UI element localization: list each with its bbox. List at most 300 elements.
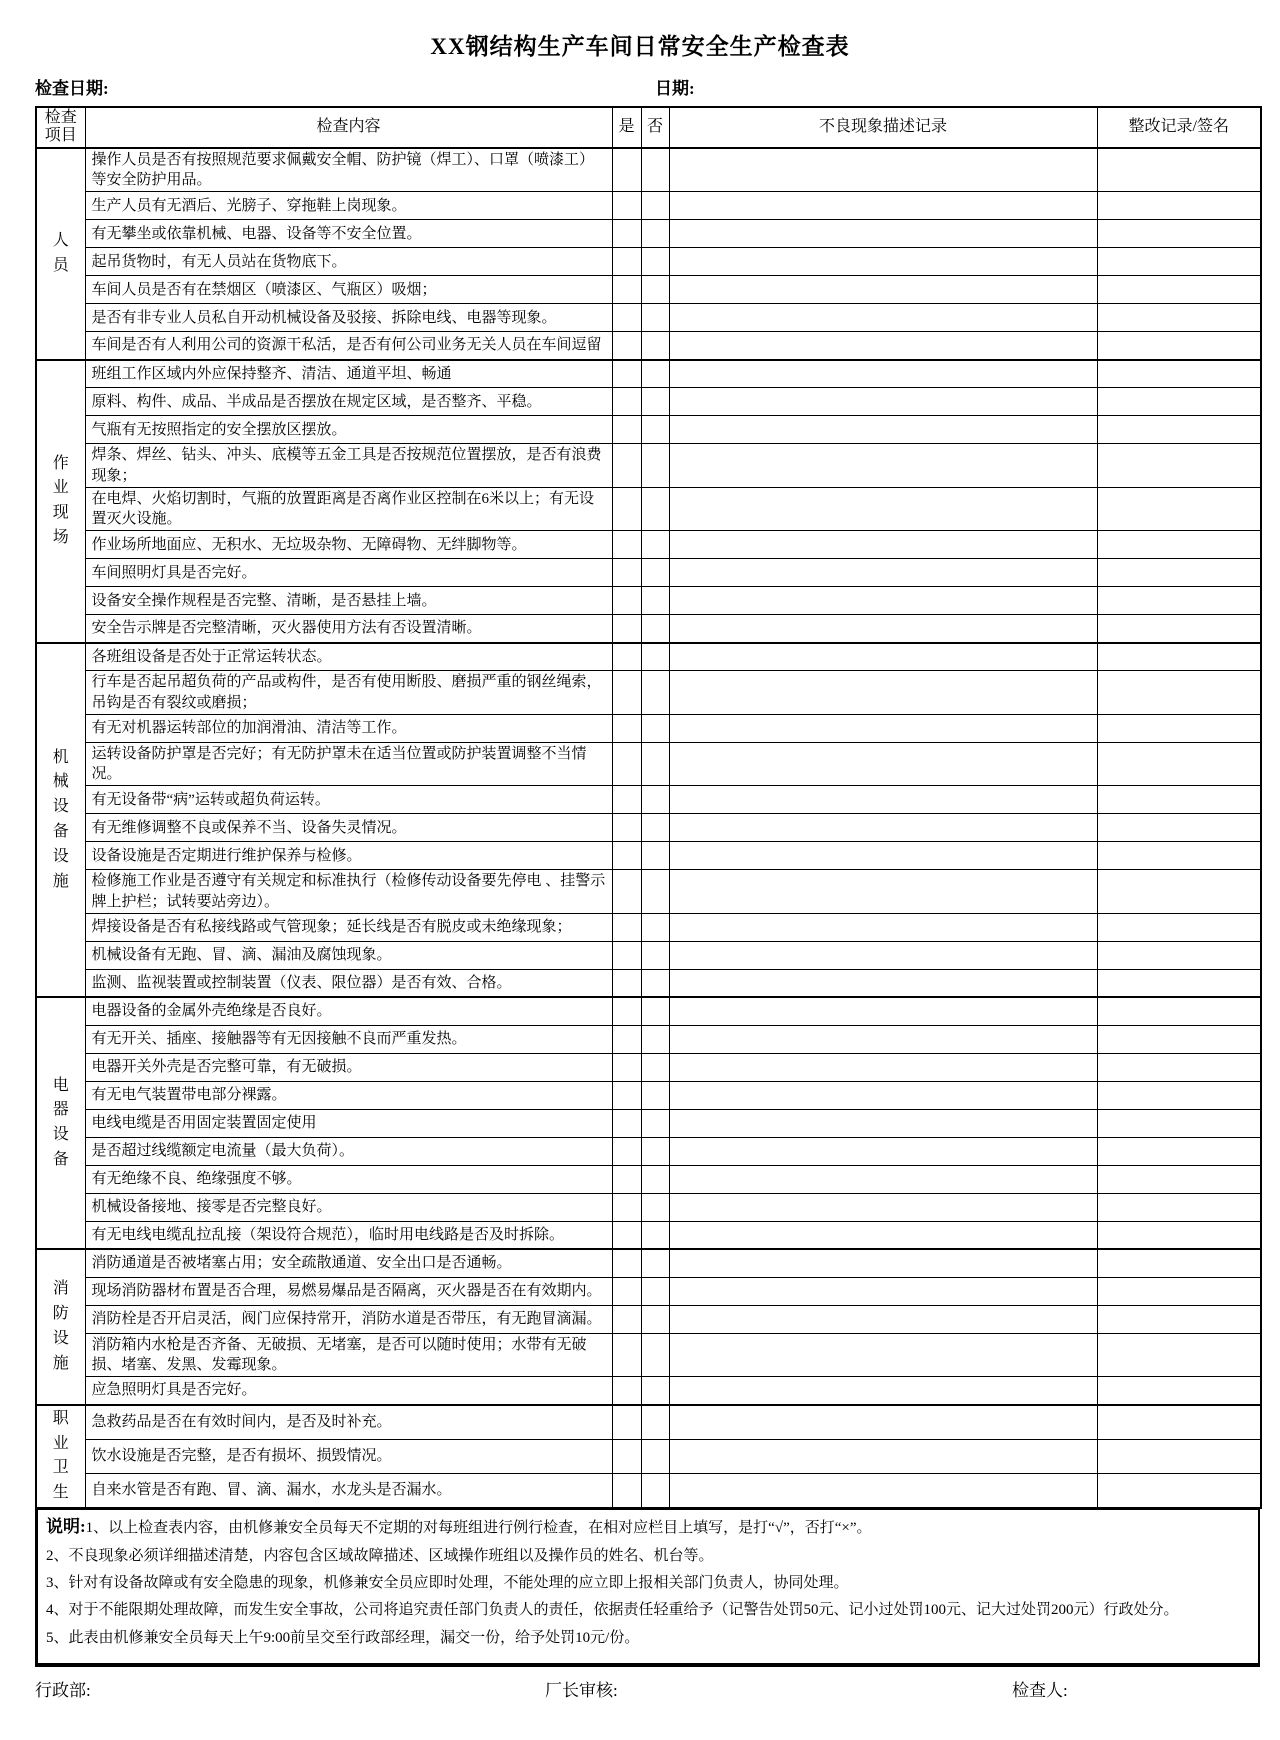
- yes-cell[interactable]: [612, 1221, 641, 1249]
- record-cell[interactable]: [669, 531, 1097, 559]
- inspection-content-cell: 设备设施是否定期进行维护保养与检修。: [85, 842, 612, 870]
- yes-cell[interactable]: [612, 304, 641, 332]
- table-row: [36, 1165, 1261, 1193]
- note-text-1: 1、以上检查表内容，由机修兼安全员每天不定期的对每班组进行例行检查，在相对应栏目上填写，是打“√”，否打“×”。: [85, 1520, 872, 1536]
- yes-cell[interactable]: [612, 559, 641, 587]
- record-cell[interactable]: [669, 814, 1097, 842]
- record-cell[interactable]: [669, 148, 1097, 192]
- footer-row: [0, 1676, 1280, 1700]
- yes-cell[interactable]: [612, 913, 641, 941]
- yes-cell[interactable]: [612, 615, 641, 643]
- record-cell[interactable]: [669, 1109, 1097, 1137]
- no-cell[interactable]: [641, 1305, 669, 1333]
- table-row: [36, 248, 1261, 276]
- record-cell[interactable]: [669, 388, 1097, 416]
- yes-cell[interactable]: [612, 1439, 641, 1473]
- sign-cell[interactable]: [1097, 531, 1261, 559]
- sign-cell[interactable]: [1097, 997, 1261, 1025]
- sign-cell[interactable]: [1097, 220, 1261, 248]
- inspection-content-cell: 安全告示牌是否完整清晰，灭火器使用方法有否设置清晰。: [85, 615, 612, 643]
- category-label: 消 防 设 施: [52, 1280, 69, 1372]
- header-sign: 整改记录/签名: [1097, 107, 1261, 148]
- yes-cell[interactable]: [612, 1109, 641, 1137]
- category-label: 职 业 卫 生: [52, 1409, 69, 1502]
- header-no: 否: [641, 107, 669, 148]
- sign-cell[interactable]: [1097, 360, 1261, 388]
- table-row: [36, 416, 1261, 444]
- record-cell[interactable]: [669, 615, 1097, 643]
- inspection-content-cell: 饮水设施是否完整，是否有损坏、损毁情况。: [85, 1439, 612, 1473]
- table-row: [36, 1474, 1261, 1508]
- record-cell[interactable]: [669, 1053, 1097, 1081]
- inspection-content-cell: 机械设备有无跑、冒、滴、漏油及腐蚀现象。: [85, 941, 612, 969]
- inspection-content-cell: 机械设备接地、接零是否完整良好。: [85, 1193, 612, 1221]
- no-cell[interactable]: [641, 714, 669, 742]
- record-cell[interactable]: [669, 559, 1097, 587]
- inspection-content-cell: 电器开关外壳是否完整可靠，有无破损。: [85, 1053, 612, 1081]
- no-cell[interactable]: [641, 148, 669, 192]
- no-cell[interactable]: [641, 276, 669, 304]
- inspection-content-cell: 电线电缆是否用固定装置固定使用: [85, 1109, 612, 1137]
- record-cell[interactable]: [669, 587, 1097, 615]
- note-line-5: 5、此表由机修兼安全员每天上午9:00前呈交至行政部经理，漏交一份，给予处罚10元/份。: [46, 1629, 640, 1646]
- yes-cell[interactable]: [612, 248, 641, 276]
- no-cell[interactable]: [641, 531, 669, 559]
- no-cell[interactable]: [641, 1081, 669, 1109]
- sign-cell[interactable]: [1097, 913, 1261, 941]
- yes-cell[interactable]: [612, 1165, 641, 1193]
- table-row: [36, 842, 1261, 870]
- yes-cell[interactable]: [612, 444, 641, 488]
- sign-cell[interactable]: [1097, 814, 1261, 842]
- table-row: [36, 1081, 1261, 1109]
- yes-cell[interactable]: [612, 1474, 641, 1508]
- yes-cell[interactable]: [612, 220, 641, 248]
- sign-cell[interactable]: [1097, 1221, 1261, 1249]
- record-cell[interactable]: [669, 1305, 1097, 1333]
- record-cell[interactable]: [669, 220, 1097, 248]
- no-cell[interactable]: [641, 487, 669, 531]
- no-cell[interactable]: [641, 248, 669, 276]
- yes-cell[interactable]: [612, 1193, 641, 1221]
- sign-cell[interactable]: [1097, 559, 1261, 587]
- table-row: [36, 941, 1261, 969]
- record-cell[interactable]: [669, 332, 1097, 360]
- no-cell[interactable]: [641, 360, 669, 388]
- category-cell: [36, 1249, 85, 1405]
- inspection-content-cell: 气瓶有无按照指定的安全摆放区摆放。: [85, 416, 612, 444]
- yes-cell[interactable]: [612, 1137, 641, 1165]
- record-cell[interactable]: [669, 1439, 1097, 1473]
- record-cell[interactable]: [669, 1137, 1097, 1165]
- table-row: [36, 276, 1261, 304]
- no-cell[interactable]: [641, 388, 669, 416]
- table-row: [36, 444, 1261, 488]
- table-row: [36, 997, 1261, 1025]
- table-row: [36, 388, 1261, 416]
- sign-cell[interactable]: [1097, 1053, 1261, 1081]
- table-row: [36, 714, 1261, 742]
- yes-cell[interactable]: [612, 997, 641, 1025]
- no-cell[interactable]: [641, 332, 669, 360]
- inspection-content-cell: 生产人员有无酒后、光膀子、穿拖鞋上岗现象。: [85, 192, 612, 220]
- table-row: [36, 1405, 1261, 1439]
- record-cell[interactable]: [669, 1081, 1097, 1109]
- sign-cell[interactable]: [1097, 969, 1261, 997]
- sign-cell[interactable]: [1097, 1305, 1261, 1333]
- no-cell[interactable]: [641, 1109, 669, 1137]
- sign-cell[interactable]: [1097, 742, 1261, 786]
- sign-cell[interactable]: [1097, 248, 1261, 276]
- inspection-content-cell: 监测、监视装置或控制装置（仪表、限位器）是否有效、合格。: [85, 969, 612, 997]
- no-cell[interactable]: [641, 842, 669, 870]
- no-cell[interactable]: [641, 786, 669, 814]
- sign-cell[interactable]: [1097, 643, 1261, 671]
- inspection-content-cell: 焊接设备是否有私接线路或气管现象；延长线是否有脱皮或未绝缘现象；: [85, 913, 612, 941]
- sign-cell[interactable]: [1097, 1249, 1261, 1277]
- table-row: [36, 814, 1261, 842]
- record-cell[interactable]: [669, 913, 1097, 941]
- table-row: [36, 220, 1261, 248]
- record-cell[interactable]: [669, 941, 1097, 969]
- no-cell[interactable]: [641, 1277, 669, 1305]
- table-row: [36, 913, 1261, 941]
- no-cell[interactable]: [641, 1377, 669, 1405]
- no-cell[interactable]: [641, 1053, 669, 1081]
- record-cell[interactable]: [669, 276, 1097, 304]
- note-line-4: 4、对于不能限期处理故障，而发生安全事故，公司将追究责任部门负责人的责任，依据责任轻重给予（记警告处罚50元、记小过处罚100元、记大过处罚200元）行政处分。: [46, 1602, 1179, 1619]
- inspection-content-cell: 设备安全操作规程是否完整、清晰，是否悬挂上墙。: [85, 587, 612, 615]
- sign-cell[interactable]: [1097, 444, 1261, 488]
- date-row: [0, 74, 1280, 98]
- inspection-content-cell: 有无绝缘不良、绝缘强度不够。: [85, 1165, 612, 1193]
- table-row: [36, 870, 1261, 914]
- yes-cell[interactable]: [612, 1305, 641, 1333]
- factory-review-label: 厂长审核:: [545, 1681, 618, 1700]
- no-cell[interactable]: [641, 1137, 669, 1165]
- inspection-content-cell: 在电焊、火焰切割时，气瓶的放置距离是否离作业区控制在6米以上；有无设置灭火设施。: [85, 487, 612, 531]
- table-row: [36, 1377, 1261, 1405]
- inspection-content-cell: 消防通道是否被堵塞占用；安全疏散通道、安全出口是否通畅。: [85, 1249, 612, 1277]
- no-cell[interactable]: [641, 742, 669, 786]
- no-cell[interactable]: [641, 671, 669, 715]
- header-category: 检查项目: [36, 107, 85, 148]
- sign-cell[interactable]: [1097, 1333, 1261, 1377]
- sign-cell[interactable]: [1097, 487, 1261, 531]
- no-cell[interactable]: [641, 814, 669, 842]
- table-row: [36, 148, 1261, 192]
- no-cell[interactable]: [641, 1439, 669, 1473]
- sign-cell[interactable]: [1097, 1439, 1261, 1473]
- inspection-content-cell: 各班组设备是否处于正常运转状态。: [85, 643, 612, 671]
- table-row: [36, 587, 1261, 615]
- inspection-content-cell: 班组工作区域内外应保持整齐、清洁、通道平坦、畅通: [85, 360, 612, 388]
- table-row: [36, 1333, 1261, 1377]
- table-row: [36, 786, 1261, 814]
- note-line-3: 3、针对有设备故障或有安全隐患的现象，机修兼安全员应即时处理，不能处理的应立即上报相关部门负责人，协同处理。: [46, 1575, 849, 1592]
- record-cell[interactable]: [669, 1193, 1097, 1221]
- inspection-content-cell: 车间是否有人利用公司的资源干私活，是否有何公司业务无关人员在车间逗留: [85, 332, 612, 360]
- note-line-1: [46, 1516, 1248, 1539]
- category-cell: [36, 997, 85, 1249]
- record-cell[interactable]: [669, 1249, 1097, 1277]
- no-cell[interactable]: [641, 913, 669, 941]
- yes-cell[interactable]: [612, 941, 641, 969]
- record-cell[interactable]: [669, 842, 1097, 870]
- yes-cell[interactable]: [612, 1377, 641, 1405]
- record-cell[interactable]: [669, 714, 1097, 742]
- sign-cell[interactable]: [1097, 870, 1261, 914]
- notes-label: 说明:: [46, 1517, 86, 1536]
- no-cell[interactable]: [641, 643, 669, 671]
- yes-cell[interactable]: [612, 416, 641, 444]
- yes-cell[interactable]: [612, 276, 641, 304]
- inspection-content-cell: 有无对机器运转部位的加润滑油、清洁等工作。: [85, 714, 612, 742]
- record-cell[interactable]: [669, 1474, 1097, 1508]
- header-yes: 是: [612, 107, 641, 148]
- record-cell[interactable]: [669, 1025, 1097, 1053]
- yes-cell[interactable]: [612, 870, 641, 914]
- table-row: [36, 487, 1261, 531]
- sign-cell[interactable]: [1097, 1025, 1261, 1053]
- inspection-content-cell: 有无电线电缆乱拉乱接（架设符合规范），临时用电线路是否及时拆除。: [85, 1221, 612, 1249]
- inspector-label: 检查人:: [1012, 1681, 1068, 1700]
- inspection-content-cell: 急救药品是否在有效时间内，是否及时补充。: [85, 1405, 612, 1439]
- inspection-content-cell: 起吊货物时，有无人员站在货物底下。: [85, 248, 612, 276]
- yes-cell[interactable]: [612, 786, 641, 814]
- record-cell[interactable]: [669, 671, 1097, 715]
- inspection-content-cell: 检修施工作业是否遵守有关规定和标准执行（检修传动设备要先停电 、挂警示牌上护栏；试转要站旁边）。: [85, 870, 612, 914]
- record-cell[interactable]: [669, 1221, 1097, 1249]
- inspection-content-cell: 车间人员是否有在禁烟区（喷漆区、气瓶区）吸烟；: [85, 276, 612, 304]
- table-row: [36, 304, 1261, 332]
- inspection-content-cell: 应急照明灯具是否完好。: [85, 1377, 612, 1405]
- inspection-content-cell: 有无开关、插座、接触器等有无因接触不良而严重发热。: [85, 1025, 612, 1053]
- record-cell[interactable]: [669, 1277, 1097, 1305]
- table-row: [36, 671, 1261, 715]
- inspection-content-cell: 有无电气装置带电部分裸露。: [85, 1081, 612, 1109]
- table-row: [36, 192, 1261, 220]
- sign-cell[interactable]: [1097, 671, 1261, 715]
- category-cell: [36, 360, 85, 643]
- record-cell[interactable]: [669, 304, 1097, 332]
- no-cell[interactable]: [641, 444, 669, 488]
- sign-cell[interactable]: [1097, 1109, 1261, 1137]
- no-cell[interactable]: [641, 1249, 669, 1277]
- category-label: 机 械 设 备 设 施: [52, 748, 69, 890]
- table-row: [36, 742, 1261, 786]
- table-row: [36, 1025, 1261, 1053]
- record-cell[interactable]: [669, 969, 1097, 997]
- record-cell[interactable]: [669, 786, 1097, 814]
- inspection-content-cell: 消防箱内水枪是否齐备、无破损、无堵塞，是否可以随时使用；水带有无破损、堵塞、发黑、发霉现象。: [85, 1333, 612, 1377]
- sign-cell[interactable]: [1097, 332, 1261, 360]
- record-cell[interactable]: [669, 487, 1097, 531]
- sign-cell[interactable]: [1097, 587, 1261, 615]
- record-cell[interactable]: [669, 742, 1097, 786]
- record-cell[interactable]: [669, 248, 1097, 276]
- table-row: [36, 1109, 1261, 1137]
- category-cell: [36, 148, 85, 360]
- table-row: [36, 559, 1261, 587]
- yes-cell[interactable]: [612, 643, 641, 671]
- sign-cell[interactable]: [1097, 714, 1261, 742]
- yes-cell[interactable]: [612, 1405, 641, 1439]
- page-title: XX钢结构生产车间日常安全生产检查表: [430, 34, 850, 59]
- no-cell[interactable]: [641, 1193, 669, 1221]
- category-label: 电 器 设 备: [52, 1076, 69, 1169]
- sign-cell[interactable]: [1097, 276, 1261, 304]
- sign-cell[interactable]: [1097, 192, 1261, 220]
- no-cell[interactable]: [641, 941, 669, 969]
- table-row: [36, 332, 1261, 360]
- sign-cell[interactable]: [1097, 786, 1261, 814]
- yes-cell[interactable]: [612, 148, 641, 192]
- sign-cell[interactable]: [1097, 304, 1261, 332]
- table-row: [36, 1053, 1261, 1081]
- inspection-content-cell: 焊条、焊丝、钻头、冲头、底模等五金工具是否按规范位置摆放，是否有浪费现象；: [85, 444, 612, 488]
- sign-cell[interactable]: [1097, 1377, 1261, 1405]
- no-cell[interactable]: [641, 1405, 669, 1439]
- inspection-content-cell: 车间照明灯具是否完好。: [85, 559, 612, 587]
- record-cell[interactable]: [669, 870, 1097, 914]
- header-content: 检查内容: [85, 107, 612, 148]
- sign-cell[interactable]: [1097, 1277, 1261, 1305]
- table-row: [36, 1137, 1261, 1165]
- inspection-content-cell: 原料、构件、成品、半成品是否摆放在规定区域，是否整齐、平稳。: [85, 388, 612, 416]
- yes-cell[interactable]: [612, 332, 641, 360]
- yes-cell[interactable]: [612, 487, 641, 531]
- inspection-content-cell: 现场消防器材布置是否合理，易燃易爆品是否隔离，灭火器是否在有效期内。: [85, 1277, 612, 1305]
- yes-cell[interactable]: [612, 969, 641, 997]
- table-row: [36, 531, 1261, 559]
- inspection-content-cell: 消防栓是否开启灵活，阀门应保持常开，消防水道是否带压，有无跑冒滴漏。: [85, 1305, 612, 1333]
- yes-cell[interactable]: [612, 1333, 641, 1377]
- no-cell[interactable]: [641, 192, 669, 220]
- header-record: 不良现象描述记录: [669, 107, 1097, 148]
- record-cell[interactable]: [669, 416, 1097, 444]
- table-row: [36, 1305, 1261, 1333]
- sign-cell[interactable]: [1097, 1193, 1261, 1221]
- no-cell[interactable]: [641, 1025, 669, 1053]
- no-cell[interactable]: [641, 304, 669, 332]
- sign-cell[interactable]: [1097, 842, 1261, 870]
- notes-box: [35, 1508, 1260, 1667]
- inspection-table: [35, 106, 1262, 1509]
- no-cell[interactable]: [641, 416, 669, 444]
- table-row: [36, 615, 1261, 643]
- category-cell: [36, 643, 85, 998]
- inspection-content-cell: 运转设备防护罩是否完好；有无防护罩未在适当位置或防护装置调整不当情况。: [85, 742, 612, 786]
- no-cell[interactable]: [641, 559, 669, 587]
- yes-cell[interactable]: [612, 814, 641, 842]
- sign-cell[interactable]: [1097, 388, 1261, 416]
- table-row: [36, 1249, 1261, 1277]
- yes-cell[interactable]: [612, 192, 641, 220]
- sign-cell[interactable]: [1097, 1474, 1261, 1508]
- category-cell: [36, 1405, 85, 1508]
- inspection-content-cell: 电器设备的金属外壳绝缘是否良好。: [85, 997, 612, 1025]
- sign-cell[interactable]: [1097, 1165, 1261, 1193]
- yes-cell[interactable]: [612, 360, 641, 388]
- sign-cell[interactable]: [1097, 416, 1261, 444]
- sign-cell[interactable]: [1097, 1405, 1261, 1439]
- record-cell[interactable]: [669, 1333, 1097, 1377]
- note-line-2: 2、不良现象必须详细描述清楚，内容包含区域故障描述、区域操作班组以及操作员的姓名、机台等。: [46, 1547, 714, 1564]
- table-header-row: [36, 107, 1261, 148]
- record-cell[interactable]: [669, 1165, 1097, 1193]
- record-cell[interactable]: [669, 1377, 1097, 1405]
- table-row: [36, 1439, 1261, 1473]
- record-cell[interactable]: [669, 444, 1097, 488]
- category-label: 作 业 现 场: [52, 454, 69, 547]
- record-cell[interactable]: [669, 192, 1097, 220]
- sign-cell[interactable]: [1097, 1137, 1261, 1165]
- yes-cell[interactable]: [612, 714, 641, 742]
- no-cell[interactable]: [641, 870, 669, 914]
- category-label: 人 员: [52, 231, 69, 274]
- table-row: [36, 1193, 1261, 1221]
- inspection-content-cell: 是否超过线缆额定电流量（最大负荷）。: [85, 1137, 612, 1165]
- yes-cell[interactable]: [612, 1249, 641, 1277]
- no-cell[interactable]: [641, 1165, 669, 1193]
- no-cell[interactable]: [641, 969, 669, 997]
- yes-cell[interactable]: [612, 587, 641, 615]
- sign-cell[interactable]: [1097, 148, 1261, 192]
- yes-cell[interactable]: [612, 531, 641, 559]
- date-label: 日期:: [655, 79, 695, 98]
- inspection-content-cell: 有无攀坐或依靠机械、电器、设备等不安全位置。: [85, 220, 612, 248]
- inspection-content-cell: 作业场所地面应、无积水、无垃圾杂物、无障碍物、无绊脚物等。: [85, 531, 612, 559]
- table-row: [36, 643, 1261, 671]
- inspection-content-cell: 有无维修调整不良或保养不当、设备失灵情况。: [85, 814, 612, 842]
- no-cell[interactable]: [641, 1474, 669, 1508]
- sign-cell[interactable]: [1097, 941, 1261, 969]
- table-row: [36, 1221, 1261, 1249]
- yes-cell[interactable]: [612, 742, 641, 786]
- inspection-content-cell: 操作人员是否有按照规范要求佩戴安全帽、防护镜（焊工）、口罩（喷漆工）等安全防护用品。: [85, 148, 612, 192]
- record-cell[interactable]: [669, 997, 1097, 1025]
- admin-dept-label: 行政部:: [35, 1681, 91, 1700]
- sign-cell[interactable]: [1097, 1081, 1261, 1109]
- yes-cell[interactable]: [612, 842, 641, 870]
- inspection-date-label: 检查日期:: [35, 79, 109, 98]
- inspection-content-cell: 行车是否起吊超负荷的产品或构件，是否有使用断股、磨损严重的钢丝绳索，吊钩是否有裂纹或磨损；: [85, 671, 612, 715]
- no-cell[interactable]: [641, 587, 669, 615]
- no-cell[interactable]: [641, 997, 669, 1025]
- yes-cell[interactable]: [612, 1053, 641, 1081]
- yes-cell[interactable]: [612, 671, 641, 715]
- inspection-content-cell: 是否有非专业人员私自开动机械设备及驳接、拆除电线、电器等现象。: [85, 304, 612, 332]
- sign-cell[interactable]: [1097, 615, 1261, 643]
- inspection-content-cell: 自来水管是否有跑、冒、滴、漏水，水龙头是否漏水。: [85, 1474, 612, 1508]
- record-cell[interactable]: [669, 643, 1097, 671]
- no-cell[interactable]: [641, 220, 669, 248]
- inspection-content-cell: 有无设备带“病”运转或超负荷运转。: [85, 786, 612, 814]
- yes-cell[interactable]: [612, 388, 641, 416]
- record-cell[interactable]: [669, 1405, 1097, 1439]
- inspection-table-body: [36, 148, 1261, 1508]
- yes-cell[interactable]: [612, 1081, 641, 1109]
- no-cell[interactable]: [641, 615, 669, 643]
- table-row: [36, 969, 1261, 997]
- no-cell[interactable]: [641, 1333, 669, 1377]
- table-row: [36, 360, 1261, 388]
- record-cell[interactable]: [669, 360, 1097, 388]
- no-cell[interactable]: [641, 1221, 669, 1249]
- yes-cell[interactable]: [612, 1277, 641, 1305]
- yes-cell[interactable]: [612, 1025, 641, 1053]
